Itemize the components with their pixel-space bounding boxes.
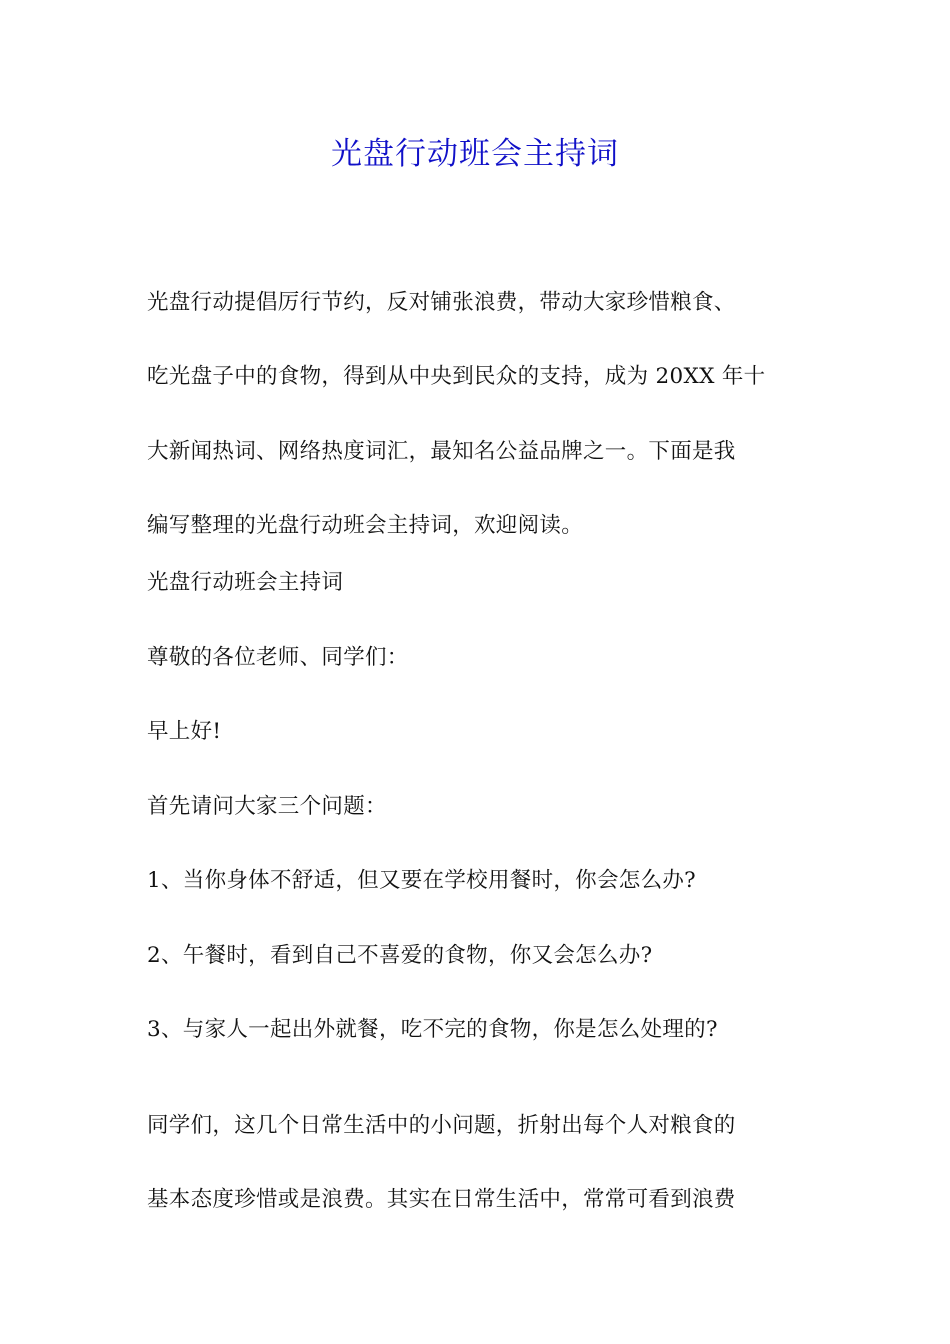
question-item: 3、与家人一起出外就餐，吃不完的食物，你是怎么处理的?: [147, 1017, 718, 1042]
document-title: 光盘行动班会主持词: [331, 136, 619, 172]
greeting: 尊敬的各位老师、同学们：: [147, 645, 409, 670]
intro-line: 编写整理的光盘行动班会主持词，欢迎阅读。: [147, 513, 584, 539]
question-item: 1、当你身体不舒适，但又要在学校用餐时，你会怎么办?: [147, 868, 697, 893]
intro-line: 吃光盘子中的食物，得到从中央到民众的支持，成为 20XX 年十: [147, 364, 766, 390]
intro-line: 光盘行动提倡厉行节约，反对铺张浪费，带动大家珍惜粮食、: [147, 290, 736, 315]
subheading: 光盘行动班会主持词: [147, 570, 344, 595]
closing-line: 基本态度珍惜或是浪费。其实在日常生活中，常常可看到浪费: [147, 1187, 736, 1213]
closing-line: 同学们，这几个日常生活中的小问题，折射出每个人对粮食的: [147, 1113, 736, 1138]
question-item: 2、午餐时，看到自己不喜爱的食物，你又会怎么办?: [147, 943, 653, 968]
closing-paragraph: [147, 1089, 807, 1238]
morning-greeting: 早上好!: [147, 719, 222, 744]
intro-paragraph: [147, 266, 807, 564]
intro-line: 大新闻热词、网络热度词汇，最知名公益品牌之一。下面是我: [147, 438, 736, 464]
question-intro: 首先请问大家三个问题：: [147, 794, 387, 819]
